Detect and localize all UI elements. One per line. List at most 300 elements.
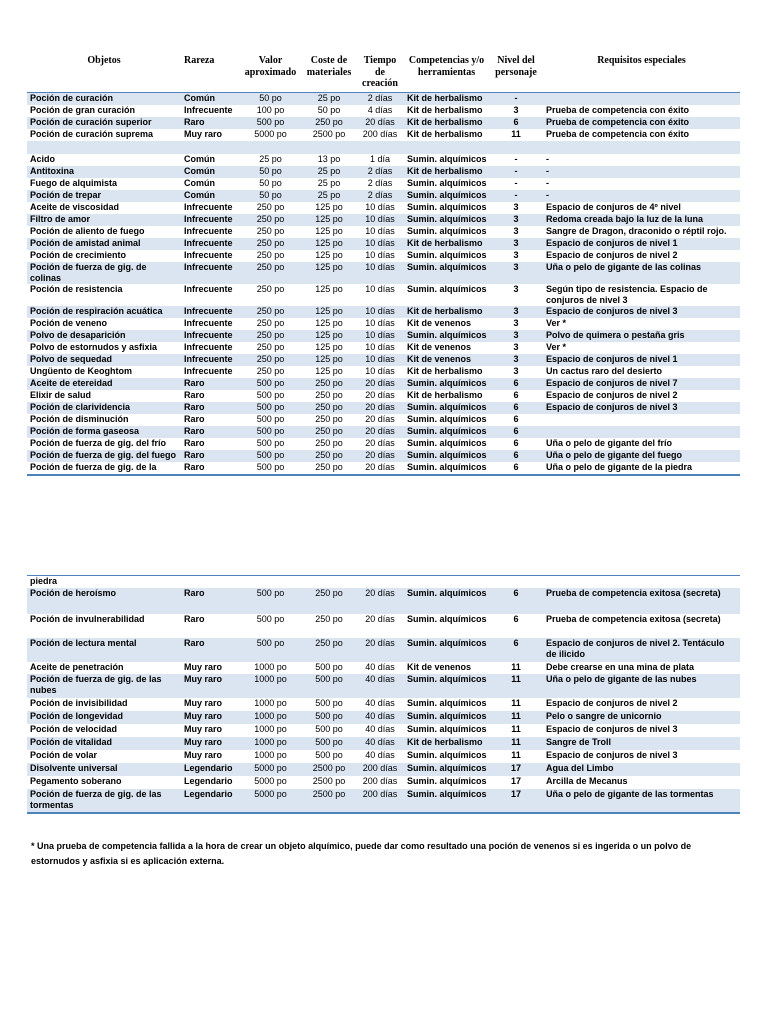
table-row <box>27 318 740 330</box>
cell-coste: 250 po <box>302 378 356 390</box>
table-row <box>27 638 740 662</box>
cell-nivel: 6 <box>513 614 519 624</box>
table-row <box>27 750 740 763</box>
cell-competencias: Sumin. alquímicos <box>404 674 489 698</box>
table-row <box>27 462 740 475</box>
cell-competencias: Sumin. alquímicos <box>407 724 487 734</box>
cell-rareza: Raro <box>181 402 239 414</box>
cell-competencias: Kit de herbalismo <box>407 389 483 400</box>
cell-requisitos: Ver * <box>546 341 567 352</box>
cell-objeto: Poción de fuerza de gig. del fuego <box>27 450 181 462</box>
cell-objeto: Polvo de estornudos y asfixia <box>30 341 158 352</box>
cell-rareza: Muy raro <box>181 737 239 750</box>
cell-objeto: piedra <box>30 576 58 586</box>
cell-competencias: Sumin. alquímicos <box>404 588 489 614</box>
cell-objeto: Aceite de penetración <box>30 662 124 672</box>
cell-competencias: Sumin. alquímicos <box>407 614 487 624</box>
cell-objeto: Poción de curación suprema <box>30 128 154 139</box>
cell-competencias: Sumin. alquímicos <box>404 378 489 390</box>
cell-nivel: 3 <box>513 341 519 352</box>
table-row <box>27 202 740 214</box>
cell-competencias: Sumin. alquímicos <box>407 177 487 188</box>
cell-rareza: Infrecuente <box>184 283 233 294</box>
cell-coste: 250 po <box>302 588 356 614</box>
cell-valor: 25 po <box>259 153 282 164</box>
cell-coste: 250 po <box>315 614 343 624</box>
cell-valor: 250 po <box>239 238 302 250</box>
cell-nivel: 6 <box>513 389 519 400</box>
cell-competencias: Kit de venenos <box>407 662 472 672</box>
cell-tiempo: 20 días <box>365 614 395 624</box>
cell-tiempo: 10 días <box>365 283 395 294</box>
header-coste: Coste de materiales <box>306 55 352 78</box>
cell-objeto: Poción de fuerza de gig. de las tormentas <box>27 789 181 813</box>
cell-objeto: Poción de curación superior <box>27 117 181 129</box>
cell-rareza: Infrecuente <box>184 225 233 236</box>
cell-rareza: Infrecuente <box>181 238 239 250</box>
header-requisitos: Requisitos especiales <box>597 55 686 66</box>
cell-nivel: - <box>489 166 543 178</box>
table-row <box>27 763 740 776</box>
cell-valor: 100 po <box>256 104 285 115</box>
table-row <box>27 378 740 390</box>
alchemy-table-part-1 <box>27 54 740 476</box>
cell-objeto: Poción de trepar <box>27 190 181 202</box>
cell-valor: 500 po <box>239 450 302 462</box>
cell-rareza: Muy raro <box>184 128 223 139</box>
cell-competencias: Kit de herbalismo <box>404 92 489 105</box>
cell-valor: 50 po <box>259 177 282 188</box>
cell-nivel: 3 <box>489 214 543 226</box>
cell-competencias: Sumin. alquímicos <box>407 249 487 260</box>
cell-rareza: Común <box>184 153 215 164</box>
cell-valor: 1000 po <box>239 737 302 750</box>
cell-requisitos: Según tipo de resistencia. Espacio de conjuros de nivel 3 <box>546 283 708 305</box>
cell-objeto: Poción de lectura mental <box>27 638 181 662</box>
cell-valor: 500 po <box>256 437 285 448</box>
cell-valor: 500 po <box>256 413 285 424</box>
cell-rareza: Legendario <box>184 776 233 786</box>
cell-valor: 500 po <box>239 402 302 414</box>
table-row <box>27 662 740 674</box>
cell-nivel: 17 <box>510 776 521 786</box>
table-row <box>27 190 740 202</box>
cell-tiempo: 10 días <box>365 201 395 212</box>
cell-objeto: Ungüento de Keoghtom <box>30 365 132 376</box>
cell-requisitos: Debe crearse en una mina de plata <box>546 662 695 672</box>
cell-valor: 250 po <box>256 225 285 236</box>
cell-requisitos: Prueba de competencia con éxito <box>546 128 690 139</box>
cell-coste: 250 po <box>302 402 356 414</box>
cell-requisitos: Pelo o sangre de unicornio <box>543 711 740 724</box>
cell-valor: 500 po <box>256 389 285 400</box>
cell-requisitos <box>543 576 740 589</box>
cell-nivel: 3 <box>513 317 519 328</box>
cell-objeto: Polvo de sequedad <box>27 354 181 366</box>
cell-coste: 250 po <box>302 638 356 662</box>
cell-objeto: Poción de fuerza de gig. del frío <box>30 437 167 448</box>
cell-requisitos <box>543 141 740 154</box>
cell-coste: 125 po <box>315 249 343 260</box>
cell-coste: 125 po <box>315 341 343 352</box>
cell-competencias <box>404 576 489 589</box>
cell-requisitos: Uña o pelo de gigante de las nubes <box>543 674 740 698</box>
cell-objeto: Poción de heroísmo <box>27 588 181 614</box>
cell-tiempo <box>356 576 404 589</box>
cell-competencias: Kit de herbalismo <box>407 128 483 139</box>
cell-valor: 1000 po <box>239 711 302 724</box>
cell-tiempo: 40 días <box>365 724 395 734</box>
table-body-1 <box>27 92 740 475</box>
cell-objeto: Aceite de viscosidad <box>30 201 120 212</box>
cell-competencias <box>404 141 489 154</box>
cell-valor: 250 po <box>256 249 285 260</box>
cell-requisitos: Espacio de conjuros de nivel 2 <box>546 389 678 400</box>
cell-tiempo: 10 días <box>365 341 395 352</box>
cell-tiempo: 10 días <box>365 249 395 260</box>
cell-tiempo: 2 días <box>356 166 404 178</box>
cell-coste <box>302 576 356 589</box>
cell-coste: 125 po <box>302 238 356 250</box>
cell-nivel: 3 <box>489 238 543 250</box>
cell-nivel: 11 <box>511 128 521 139</box>
cell-valor: 1000 po <box>254 662 287 672</box>
cell-tiempo: 10 días <box>356 238 404 250</box>
cell-rareza: Raro <box>184 461 205 472</box>
cell-competencias: Sumin. alquímicos <box>404 426 489 438</box>
cell-competencias: Sumin. alquímicos <box>407 776 487 786</box>
table-row <box>27 366 740 378</box>
cell-valor: 500 po <box>239 638 302 662</box>
cell-rareza: Común <box>181 92 239 105</box>
cell-nivel: - <box>514 153 518 164</box>
table-row <box>27 438 740 450</box>
cell-tiempo: 20 días <box>356 402 404 414</box>
cell-tiempo: 2 días <box>356 92 404 105</box>
cell-rareza: Raro <box>184 413 205 424</box>
cell-valor: 250 po <box>256 365 285 376</box>
cell-rareza: Infrecuente <box>181 262 239 284</box>
cell-nivel: 3 <box>489 306 543 318</box>
cell-nivel: 3 <box>513 201 519 212</box>
cell-valor: 1000 po <box>254 724 287 734</box>
cell-competencias: Sumin. alquímicos <box>404 450 489 462</box>
cell-rareza: Infrecuente <box>184 201 233 212</box>
cell-coste: 2500 po <box>302 789 356 813</box>
cell-nivel: - <box>489 190 543 202</box>
table-row <box>27 426 740 438</box>
cell-rareza <box>181 141 239 154</box>
cell-tiempo: 10 días <box>365 365 395 376</box>
cell-objeto: Poción de curación <box>27 92 181 105</box>
cell-tiempo: 10 días <box>356 214 404 226</box>
cell-coste: 25 po <box>302 92 356 105</box>
cell-valor: 250 po <box>256 317 285 328</box>
cell-coste: 125 po <box>302 306 356 318</box>
cell-coste: 500 po <box>302 674 356 698</box>
header-valor: Valor aproximado <box>244 55 297 78</box>
cell-requisitos: Prueba de competencia exitosa (secreta) <box>543 588 740 614</box>
cell-valor: 500 po <box>239 426 302 438</box>
cell-coste: 250 po <box>302 117 356 129</box>
cell-rareza: Muy raro <box>184 662 223 672</box>
table-header-row <box>27 54 740 92</box>
cell-rareza: Raro <box>181 588 239 614</box>
table-row <box>27 214 740 226</box>
cell-tiempo: 40 días <box>356 737 404 750</box>
cell-nivel: - <box>514 177 518 188</box>
cell-tiempo: 200 días <box>362 776 398 786</box>
cell-objeto: Poción de volar <box>30 750 98 760</box>
cell-requisitos: Agua del Limbo <box>543 763 740 776</box>
cell-requisitos: Prueba de competencia con éxito <box>546 104 690 115</box>
cell-nivel: 6 <box>489 402 543 414</box>
cell-coste: 25 po <box>302 190 356 202</box>
cell-objeto: Poción de clarividencia <box>27 402 181 414</box>
cell-nivel: 3 <box>489 262 543 284</box>
header-rareza: Rareza <box>184 55 215 66</box>
cell-coste: 125 po <box>302 214 356 226</box>
cell-rareza: Infrecuente <box>184 341 233 352</box>
cell-competencias: Sumin. alquímicos <box>407 698 487 708</box>
cell-rareza <box>181 576 239 589</box>
cell-competencias: Sumin. alquímicos <box>407 225 487 236</box>
cell-objeto: Antitoxina <box>27 166 181 178</box>
cell-valor: 5000 po <box>239 789 302 813</box>
cell-objeto: Acido <box>30 153 56 164</box>
table-row <box>27 776 740 789</box>
cell-competencias: Kit de herbalismo <box>404 306 489 318</box>
cell-coste: 125 po <box>302 330 356 342</box>
cell-valor <box>239 576 302 589</box>
cell-requisitos <box>543 414 740 426</box>
cell-tiempo: 200 días <box>356 789 404 813</box>
cell-competencias: Kit de herbalismo <box>404 238 489 250</box>
cell-rareza: Común <box>181 190 239 202</box>
cell-requisitos: Espacio de conjuros de 4º nivel <box>546 201 681 212</box>
table-row <box>27 154 740 166</box>
cell-competencias: Sumin. alquímicos <box>404 711 489 724</box>
table-row <box>27 105 740 117</box>
cell-valor <box>239 141 302 154</box>
cell-requisitos: Sangre de Troll <box>543 737 740 750</box>
table-row <box>27 262 740 284</box>
cell-competencias: Kit de herbalismo <box>404 117 489 129</box>
table-row <box>27 306 740 318</box>
cell-requisitos: Espacio de conjuros de nivel 2. Tentáculo de ilicido <box>543 638 740 662</box>
cell-rareza: Común <box>181 166 239 178</box>
cell-rareza: Muy raro <box>181 674 239 698</box>
cell-nivel: 3 <box>513 249 519 260</box>
table-row <box>27 166 740 178</box>
cell-objeto: Pegamento soberano <box>30 776 122 786</box>
cell-tiempo: 2 días <box>367 177 393 188</box>
cell-coste: 125 po <box>315 225 343 236</box>
header-objetos: Objetos <box>87 55 121 66</box>
cell-tiempo: 200 días <box>356 763 404 776</box>
cell-requisitos: Espacio de conjuros de nivel 3 <box>543 306 740 318</box>
cell-valor: 5000 po <box>254 776 287 786</box>
table-row <box>27 450 740 462</box>
cell-valor: 250 po <box>256 341 285 352</box>
cell-tiempo: 20 días <box>365 389 395 400</box>
cell-coste: 125 po <box>315 201 343 212</box>
cell-coste: 500 po <box>302 711 356 724</box>
cell-competencias: Sumin. alquímicos <box>404 190 489 202</box>
cell-coste: 250 po <box>315 413 343 424</box>
table-row <box>27 250 740 262</box>
cell-requisitos: - <box>546 177 549 188</box>
cell-competencias: Kit de venenos <box>407 317 472 328</box>
cell-coste: 250 po <box>315 437 343 448</box>
cell-coste: 500 po <box>302 737 356 750</box>
table-row <box>27 614 740 638</box>
cell-nivel: 6 <box>489 450 543 462</box>
cell-tiempo: 40 días <box>365 750 395 760</box>
cell-competencias: Sumin. alquímicos <box>404 789 489 813</box>
cell-rareza: Muy raro <box>184 750 223 760</box>
cell-coste: 2500 po <box>312 128 346 139</box>
cell-coste: 25 po <box>302 166 356 178</box>
cell-tiempo: 20 días <box>365 437 395 448</box>
cell-rareza: Infrecuente <box>181 354 239 366</box>
header-competencias: Competencias y/o herramientas <box>408 55 485 78</box>
cell-rareza: Común <box>184 177 215 188</box>
cell-valor: 250 po <box>239 354 302 366</box>
cell-objeto: Poción de crecimiento <box>30 249 127 260</box>
cell-requisitos: Prueba de competencia con éxito <box>543 117 740 129</box>
cell-nivel: 11 <box>511 662 521 672</box>
table-row <box>27 576 740 589</box>
cell-objeto: Poción de veneno <box>30 317 108 328</box>
cell-objeto: Poción de forma gaseosa <box>27 426 181 438</box>
cell-coste: 25 po <box>317 177 341 188</box>
cell-coste: 500 po <box>315 750 343 760</box>
cell-valor: 1000 po <box>254 750 287 760</box>
cell-tiempo: 1 día <box>369 153 391 164</box>
cell-requisitos: Espacio de conjuros de nivel 2 <box>546 698 678 708</box>
cell-tiempo: 20 días <box>365 461 395 472</box>
cell-tiempo: 10 días <box>356 354 404 366</box>
cell-coste: 250 po <box>315 461 343 472</box>
cell-coste: 2500 po <box>312 776 346 786</box>
cell-nivel: 17 <box>489 763 543 776</box>
cell-requisitos: - <box>543 166 740 178</box>
cell-coste: 13 po <box>317 153 341 164</box>
cell-coste: 2500 po <box>302 763 356 776</box>
cell-nivel: 6 <box>489 426 543 438</box>
cell-coste: 125 po <box>302 354 356 366</box>
cell-requisitos: Sangre de Dragon, draconido o réptil rojo. <box>546 225 727 236</box>
cell-requisitos: Espacio de conjuros de nivel 3 <box>546 750 678 760</box>
cell-tiempo: 20 días <box>356 450 404 462</box>
cell-coste: 500 po <box>315 698 343 708</box>
table-row <box>27 737 740 750</box>
cell-rareza: Infrecuente <box>181 214 239 226</box>
cell-rareza: Infrecuente <box>184 104 233 115</box>
cell-rareza: Legendario <box>181 763 239 776</box>
cell-coste: 250 po <box>315 389 343 400</box>
cell-requisitos: Uña o pelo de gigante de las tormentas <box>543 789 740 813</box>
cell-competencias: Sumin. alquímicos <box>407 437 487 448</box>
cell-requisitos: Espacio de conjuros de nivel 2 <box>546 249 678 260</box>
cell-requisitos: Uña o pelo de gigante del fuego <box>543 450 740 462</box>
cell-nivel: 11 <box>489 737 543 750</box>
cell-rareza: Infrecuente <box>184 317 233 328</box>
cell-competencias: Kit de venenos <box>407 341 472 352</box>
cell-rareza: Muy raro <box>184 698 223 708</box>
cell-coste: 500 po <box>315 662 343 672</box>
cell-tiempo: 10 días <box>356 330 404 342</box>
cell-requisitos: Redoma creada bajo la luz de la luna <box>543 214 740 226</box>
cell-competencias: Sumin. alquímicos <box>407 413 487 424</box>
table-row <box>27 129 740 141</box>
cell-nivel: 6 <box>489 378 543 390</box>
table-row <box>27 92 740 105</box>
cell-valor: 250 po <box>239 330 302 342</box>
cell-rareza: Raro <box>184 437 205 448</box>
cell-requisitos: Prueba de competencia exitosa (secreta) <box>546 614 721 624</box>
table-row <box>27 342 740 354</box>
cell-requisitos: Espacio de conjuros de nivel 1 <box>543 238 740 250</box>
cell-tiempo: 20 días <box>356 638 404 662</box>
cell-requisitos: Espacio de conjuros de nivel 7 <box>543 378 740 390</box>
cell-competencias: Sumin. alquímicos <box>404 262 489 284</box>
cell-rareza: Raro <box>181 117 239 129</box>
cell-competencias: Kit de herbalismo <box>407 365 483 376</box>
cell-requisitos <box>543 426 740 438</box>
cell-requisitos: Uña o pelo de gigante de la piedra <box>546 461 693 472</box>
cell-rareza: Raro <box>184 614 205 624</box>
cell-objeto: Poción de longevidad <box>27 711 181 724</box>
cell-nivel: 11 <box>511 698 521 708</box>
cell-nivel: - <box>489 92 543 105</box>
cell-competencias: Kit de herbalismo <box>404 166 489 178</box>
cell-valor: 1000 po <box>254 698 287 708</box>
cell-objeto: Poción de fuerza de gig. de colinas <box>27 262 181 284</box>
cell-nivel: 17 <box>489 789 543 813</box>
cell-rareza: Raro <box>181 426 239 438</box>
cell-valor: 500 po <box>256 614 285 624</box>
cell-objeto: Poción de aliento de fuego <box>30 225 145 236</box>
cell-nivel: 6 <box>489 588 543 614</box>
cell-nivel: 11 <box>489 711 543 724</box>
table-row <box>27 178 740 190</box>
cell-rareza: Raro <box>181 638 239 662</box>
cell-tiempo: 10 días <box>365 225 395 236</box>
cell-valor: 50 po <box>239 92 302 105</box>
cell-tiempo: 40 días <box>365 698 395 708</box>
cell-objeto: Poción de velocidad <box>30 724 118 734</box>
table-row <box>27 354 740 366</box>
cell-nivel: 3 <box>489 354 543 366</box>
cell-tiempo: 4 días <box>367 104 393 115</box>
cell-nivel: 11 <box>511 750 521 760</box>
cell-requisitos <box>543 92 740 105</box>
cell-tiempo: 40 días <box>356 674 404 698</box>
cell-requisitos: Uña o pelo de gigante de las colinas <box>543 262 740 284</box>
table-row <box>27 238 740 250</box>
cell-rareza: Raro <box>181 378 239 390</box>
cell-valor: 5000 po <box>239 763 302 776</box>
cell-objeto: Elixir de salud <box>30 389 92 400</box>
header-nivel: Nivel del personaje <box>495 55 537 78</box>
cell-tiempo: 10 días <box>356 306 404 318</box>
table-row <box>27 330 740 342</box>
cell-coste: 50 po <box>317 104 341 115</box>
cell-tiempo: 10 días <box>365 317 395 328</box>
cell-competencias: Sumin. alquímicos <box>404 402 489 414</box>
